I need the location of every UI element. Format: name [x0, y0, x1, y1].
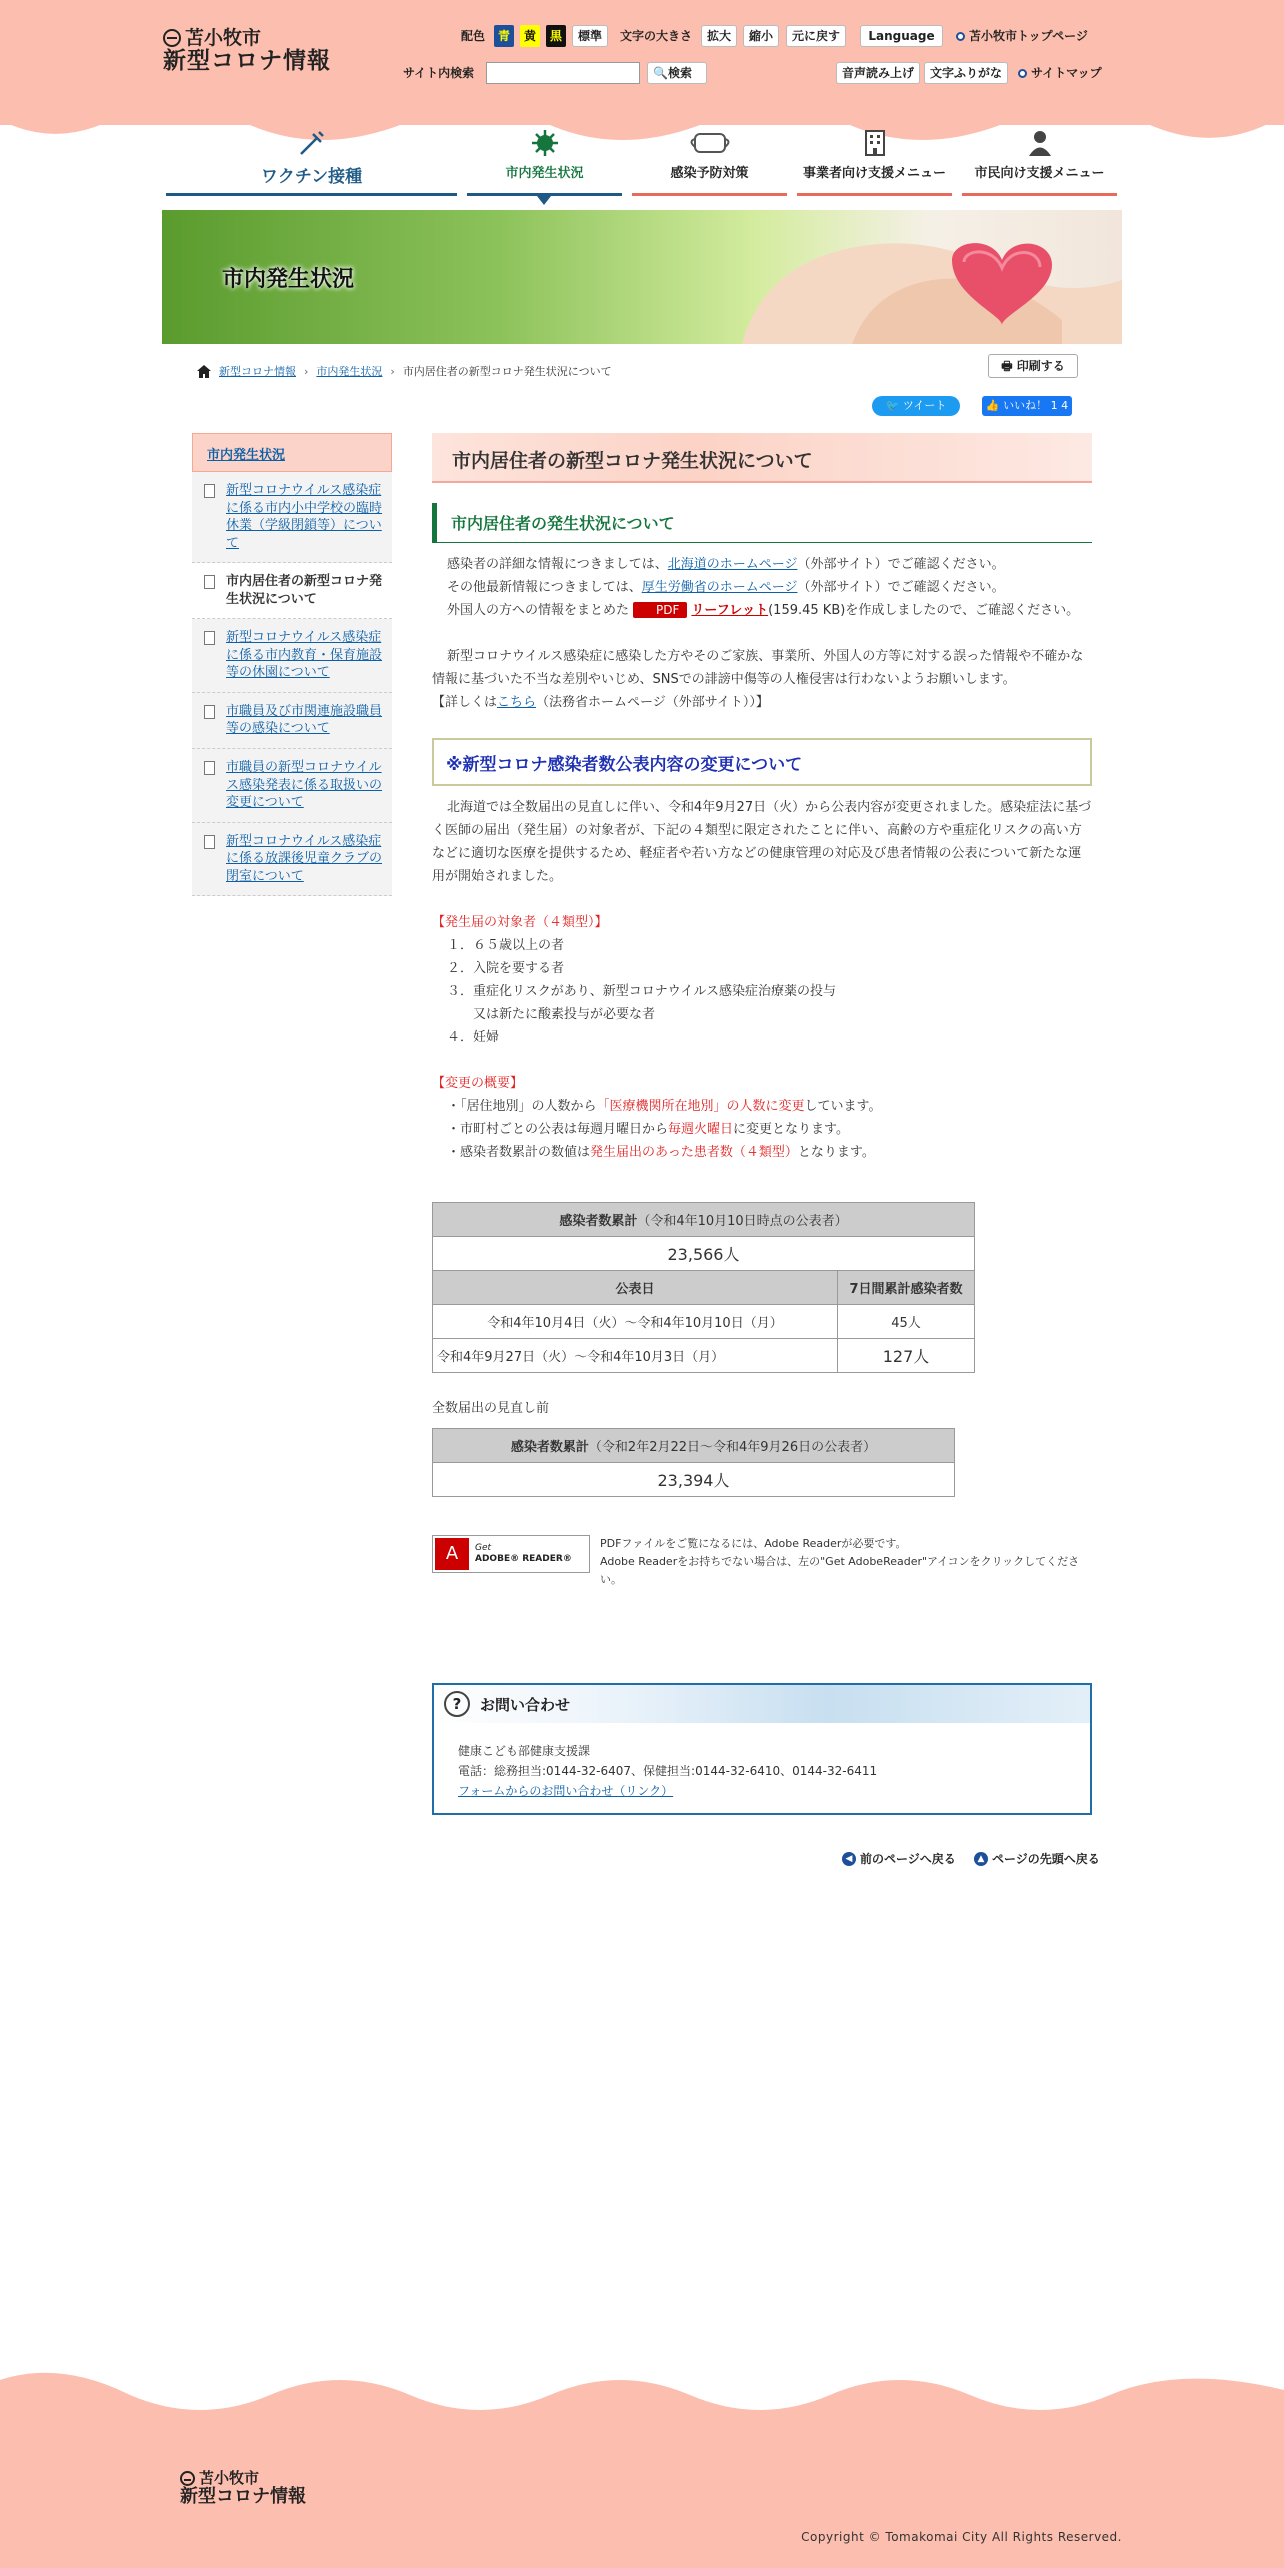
arrow-left-icon: ◀	[842, 1852, 856, 1866]
read-aloud-button[interactable]: 音声読み上げ	[836, 62, 920, 84]
like-button[interactable]: 👍 いいね！ 1 4	[982, 396, 1072, 416]
nav-vaccine[interactable]: ワクチン接種	[166, 128, 457, 196]
target-item: 又は新たに酸素投与が必要な者	[447, 1007, 656, 1022]
contact-box	[432, 1683, 1092, 1815]
moj-link[interactable]: こちら	[497, 695, 537, 710]
info-line-1: 感染者の詳細な情報につきましては、北海道のホームページ（外部サイト）でご確認ください。	[447, 557, 1005, 572]
table-header: 感染者数累計（令和4年10月10日時点の公表者）	[433, 1203, 975, 1237]
thumbs-up-icon: 👍	[985, 399, 1004, 412]
sidebar-item-afterschool-closure[interactable]: 新型コロナウイルス感染症に係る放課後児童クラブの閉室について	[192, 823, 392, 897]
color-blue-button[interactable]: 青	[494, 25, 514, 47]
total-cases: 23,394人	[433, 1463, 955, 1497]
page-icon	[204, 705, 215, 719]
col-count-header: 7日間累計感染者数	[838, 1271, 975, 1305]
change-item: ・「居住地別」の人数から「医療機関所在地別」の人数に変更しています。	[447, 1099, 882, 1114]
hokkaido-link[interactable]: 北海道のホームページ	[667, 557, 798, 572]
cases-table-current	[432, 1202, 975, 1373]
change-heading: 【変更の概要】	[432, 1076, 524, 1091]
page-icon	[204, 835, 215, 849]
site-logo[interactable]	[163, 28, 331, 74]
search-button[interactable]: 🔍検索	[647, 62, 707, 84]
prev-page-link[interactable]: ◀ 前のページへ戻る	[842, 1850, 956, 1867]
tweet-button[interactable]: 🐦 ツイート	[872, 396, 960, 416]
person-icon	[962, 128, 1117, 158]
logo-title: 新型コロナ情報	[163, 47, 331, 74]
chevron-right-icon: ›	[390, 364, 395, 378]
chevron-right-icon: ›	[304, 364, 309, 378]
table-row: 令和4年10月4日（火）～令和4年10月10日（月） 45人	[433, 1305, 975, 1339]
print-button[interactable]: 🖶 印刷する	[988, 354, 1078, 378]
page-top-link[interactable]: ▲ ページの先頭へ戻る	[974, 1850, 1100, 1867]
syringe-icon	[166, 128, 457, 158]
page-icon	[204, 631, 215, 645]
total-cases: 23,566人	[433, 1237, 975, 1271]
city-emblem-icon	[180, 2471, 195, 2486]
adobe-section	[432, 1535, 1092, 1589]
bullet-icon	[956, 32, 965, 41]
nav-local-status[interactable]: 市内発生状況	[467, 128, 622, 196]
detail-line: 【詳しくはこちら（法務省ホームページ（外部サイト））】	[432, 695, 769, 710]
question-icon: ?	[444, 1691, 470, 1717]
section-heading-status: 市内居住者の発生状況について	[432, 503, 1092, 543]
search-icon: 🔍	[653, 66, 668, 80]
sidebar-item-staff-policy[interactable]: 市職員の新型コロナウイルス感染発表に係る取扱いの変更について	[192, 749, 392, 823]
color-standard-button[interactable]: 標準	[572, 25, 608, 47]
font-size-label: 文字の大きさ	[620, 29, 693, 43]
font-enlarge-button[interactable]: 拡大	[701, 25, 737, 47]
mask-icon	[632, 128, 787, 158]
section-heading-change: ※新型コロナ感染者数公表内容の変更について	[432, 738, 1092, 786]
adobe-text-2: Adobe Readerをお持ちでない場合は、左の"Get AdobeReader"アイコンをクリックしてください。	[600, 1555, 1080, 1586]
info-line-2: その他最新情報につきましては、厚生労働省のホームページ（外部サイト）でご確認ください。	[447, 580, 1005, 595]
discrimination-notice: 新型コロナウイルス感染症に感染した方やそのご家族、事業所、外国人の方等に対する誤った情報や不確かな情報に基づいた不当な差別やいじめ、SNSでの誹謗中傷等の人権侵害は行わないようお願いします。	[432, 649, 1084, 687]
breadcrumb-home-link[interactable]: 新型コロナ情報	[219, 365, 296, 378]
cases-table-previous	[432, 1428, 955, 1497]
furigana-button[interactable]: 文字ふりがな	[924, 62, 1008, 84]
adobe-icon: A	[435, 1538, 469, 1570]
target-item: １．６５歳以上の者	[447, 938, 565, 953]
page-title: 市内居住者の新型コロナ発生状況について	[432, 433, 1092, 483]
sidebar-item-nursery-closure[interactable]: 新型コロナウイルス感染症に係る市内教育・保育施設等の休園について	[192, 619, 392, 693]
contact-form-link[interactable]: フォームからのお問い合わせ（リンク）	[458, 1784, 674, 1798]
copyright: Copyright © Tomakomai City All Rights Reserved.	[801, 2530, 1122, 2544]
current-arrow-icon	[537, 196, 551, 205]
search-label: サイト内検索	[403, 66, 475, 80]
city-emblem-icon	[163, 29, 181, 47]
font-reset-button[interactable]: 元に戻す	[786, 25, 846, 47]
hands-heart-image	[702, 210, 1122, 344]
main-content	[432, 433, 1092, 1589]
leaflet-link[interactable]: リーフレット	[691, 603, 769, 618]
color-yellow-button[interactable]: 黄	[520, 25, 540, 47]
page-icon	[204, 761, 215, 775]
arrow-up-icon: ▲	[974, 1852, 988, 1866]
sidebar-heading[interactable]: 市内発生状況	[192, 433, 392, 472]
table-caption: 全数届出の見直し前	[432, 1401, 550, 1416]
breadcrumb-current: 市内居住者の新型コロナ発生状況について	[402, 365, 612, 378]
page-icon	[204, 575, 215, 589]
pdf-icon: PDF	[633, 602, 687, 618]
contact-phone: 電話：総務担当:0144-32-6407、保健担当:0144-32-6410、0144-32-6411	[458, 1764, 878, 1778]
nav-business-support[interactable]: 事業者向け支援メニュー	[797, 128, 952, 196]
target-item: ２．入院を要する者	[447, 961, 565, 976]
nav-prevention[interactable]: 感染予防対策	[632, 128, 787, 196]
change-item: ・市町村ごとの公表は毎週月曜日から毎週火曜日に変更となります。	[447, 1122, 849, 1137]
sitemap-link[interactable]: サイトマップ	[1018, 62, 1102, 84]
color-scheme-label: 配色	[461, 29, 486, 43]
table-row: 令和4年9月27日（火）～令和4年10月3日（月） 127人	[433, 1339, 975, 1373]
info-line-3: 外国人の方への情報をまとめた PDF リーフレット(159.45 KB)を作成しましたので、ご確認ください。	[447, 603, 1080, 618]
footer-logo[interactable]: 苫小牧市 新型コロナ情報	[180, 2469, 306, 2508]
nav-citizen-support[interactable]: 市民向け支援メニュー	[962, 128, 1117, 196]
color-black-button[interactable]: 黒	[546, 25, 566, 47]
bullet-icon	[1018, 69, 1027, 78]
page-icon	[204, 484, 215, 498]
breadcrumb	[197, 363, 612, 379]
bird-icon: 🐦	[885, 399, 903, 412]
target-item: ４．妊婦	[447, 1030, 500, 1045]
font-shrink-button[interactable]: 縮小	[743, 25, 779, 47]
home-icon	[197, 365, 211, 378]
language-button[interactable]: Language	[860, 25, 943, 47]
change-explanation: 北海道では全数届出の見直しに伴い、令和4年9月27日（火）から公表内容が変更されました。感染症法に基づく医師の届出（発生届）の対象者が、下記の４類型に限定されたことに伴い、高齢の方や重症化リスクの高い方などに適切な医療を提供するため、軽症者や若い方などの健康管理の対応及び患者情報の公表について新たな運用が開始されました。	[432, 800, 1092, 884]
contact-heading: ? お問い合わせ	[434, 1685, 1090, 1723]
search-input[interactable]	[486, 62, 640, 84]
target-heading: 【発生届の対象者（４類型）】	[432, 915, 608, 930]
col-date-header: 公表日	[433, 1271, 838, 1305]
table-header: 感染者数累計（令和2年2月22日～令和4年9月26日の公表者）	[433, 1429, 955, 1463]
breadcrumb-status-link[interactable]: 市内発生状況	[316, 365, 383, 378]
target-item: ３．重症化リスクがあり、新型コロナウイルス感染症治療薬の投与	[447, 984, 836, 999]
adobe-text-1: PDFファイルをご覧になるには、Adobe Readerが必要です。	[600, 1537, 907, 1550]
top-page-link[interactable]: 苫小牧市トップページ	[956, 25, 1088, 47]
logo-city: 苫小牧市	[185, 27, 262, 49]
sidebar-item-resident-status: 市内居住者の新型コロナ発生状況について	[192, 563, 392, 619]
mhlw-link[interactable]: 厚生労働省のホームページ	[641, 580, 798, 595]
printer-icon: 🖶	[1001, 359, 1017, 373]
building-icon	[797, 128, 952, 158]
get-adobe-reader-button[interactable]: A Get ADOBE® READER®	[432, 1535, 590, 1573]
sidebar	[192, 433, 392, 896]
sidebar-item-school-closure[interactable]: 新型コロナウイルス感染症に係る市内小中学校の臨時休業（学級閉鎖等）について	[192, 472, 392, 563]
sidebar-item-staff-infection[interactable]: 市職員及び市関連施設職員等の感染について	[192, 693, 392, 749]
contact-dept: 健康こども部健康支援課	[458, 1744, 591, 1758]
hero-title: 市内発生状況	[222, 267, 355, 292]
virus-icon	[467, 128, 622, 158]
hero-banner	[162, 210, 1122, 344]
change-item: ・感染者数累計の数値は発生届出のあった患者数（４類型）となります。	[447, 1145, 875, 1160]
